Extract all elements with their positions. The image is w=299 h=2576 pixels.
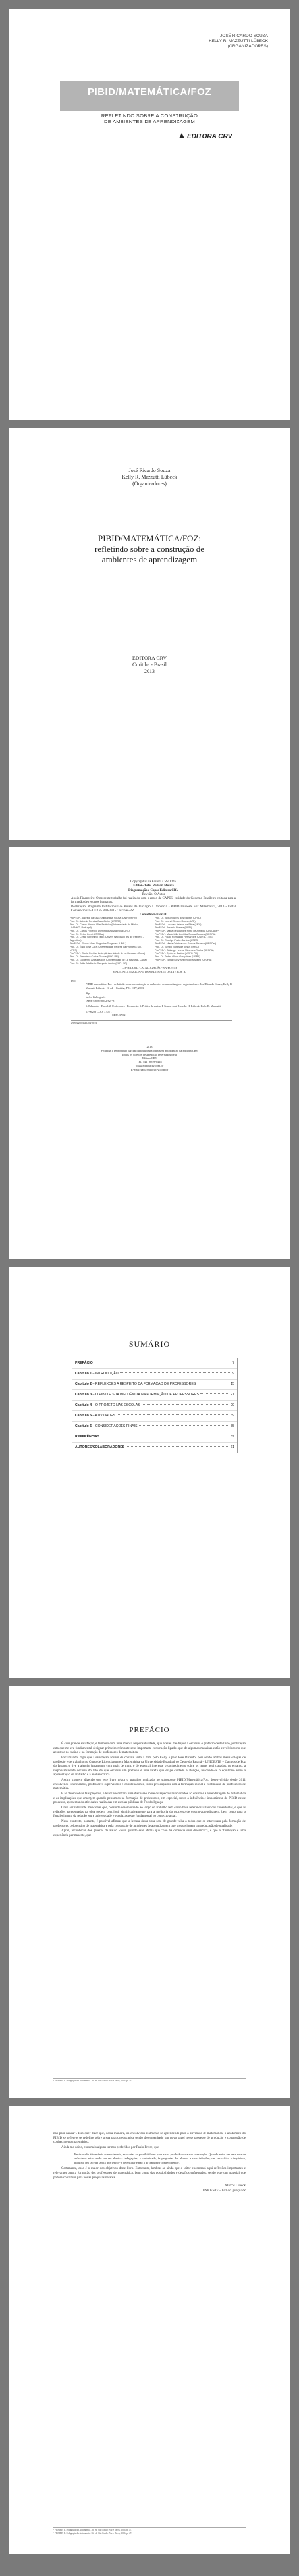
- preface-page: [9, 1686, 290, 2098]
- publication-year: 2013: [144, 668, 155, 674]
- toc-page-number: 7: [232, 1361, 234, 1365]
- toc-row[interactable]: [72, 1390, 237, 1401]
- preface-body: [53, 1742, 246, 1839]
- catalog-line: Inclui bibliografia: [86, 995, 106, 999]
- board-member: Prof. Dr. Sérgio Nunes de Jesus (IFRO): [155, 946, 199, 949]
- board-member: Prof. Dr. Rodrigo Pratte-Santos (UFES): [155, 939, 199, 942]
- toc-label: [75, 1390, 199, 1400]
- publisher-city: Curitiba - Brasil: [132, 662, 167, 668]
- toc-row[interactable]: [72, 1358, 237, 1369]
- toc-row[interactable]: [72, 1411, 237, 1422]
- paragraph: E ao desenvolver tais projetos, o leitor encontrará uma discussão sobre os aspectos relacionados ao ensino e à aprendizagem de matemática e as implicações que emergem quando pensamos na formação de professores, em especial, sobre a influência e importância do PIBID nesse processo, apresentando atividades realizadas em escolas públicas de Foz do Iguaçu.: [53, 1792, 246, 1805]
- toc-text: – O PROJETO NAS ESCOLAS: [92, 1403, 140, 1407]
- board-member: Prof. Dr. Guillermo Arias Beatón (Universidade de La Havana - Cuba): [70, 958, 147, 961]
- toc-page-number: 15: [231, 1382, 234, 1386]
- board-member: Profª. Drª. Gloria Fariñas León (Universidade de La Havana - Cuba): [70, 952, 146, 955]
- paragraph: Certamente, esse é o maior dos objetivos deste livro. Entretanto, lembrar-se ainda que o leitor encontrará aqui reflexões importantes e relevantes para a formação dos professores de matemática, bem como das possibilidades e desafios enfrentados, sendo este um material que poderá contribuir para novas pesquisas na área.: [53, 2167, 246, 2180]
- toc-label: [75, 1411, 115, 1421]
- toc-page-number: 59: [231, 1435, 234, 1439]
- board-member: Profª. Drª. Andréia da Silva Quintanilha Sousa (UNIR/UFRN): [70, 917, 137, 919]
- cover-page: [9, 9, 290, 420]
- organizers-label: (Organizadores): [132, 481, 167, 487]
- paragraph: Exclamando, digo que a satisfação advém do convite feito a mim pelo Kelly e pelo José Ricardo, pois sendo ambos meus colegas de profissão e de trabalho no Curso de Licenciatura em Matemática da Universidade Estadual do Oeste do Paraná – UNIOESTE – Campus de Foz do Iguaçu, e tive a alegria juntamente com mais de mim, é de especial interesse o conhecimento sobre os temas aqui tratados, no entanto, a responsabilidade decorre do fato de que escrever um prefácio é uma tarefa que exige cuidado e atenção, buscando-se o equilíbrio entre a apresentação do trabalho e a análise crítica.: [53, 1756, 246, 1777]
- toc-row[interactable]: [72, 1443, 237, 1453]
- toc-page-number: 61: [231, 1445, 234, 1449]
- title-page-authors: [9, 468, 290, 487]
- board-member: Profª. Drª. Elione Maria Nogueira Diogenes (UFAL): [70, 942, 126, 946]
- rights-email: E-mail: sac@editoracrv.com.br: [130, 1067, 169, 1071]
- summary-page: [9, 1267, 290, 1678]
- toc-leader: [200, 1393, 229, 1394]
- toc-page-number: 29: [231, 1403, 234, 1407]
- toc-page-number: 21: [231, 1393, 234, 1397]
- block-quote: Ensinar não é transferir conhecimento, mas criar as possibilidades para a sua produção ou a sua construção. Quando entro em uma sala de aula devo estar sendo um ser aberto a indagações, à curiosidade, às perguntas dos alunos, a suas inibições; um ser crítico e inquiridor, inquieto em face da tarefa que tenho - a de ensinar e não a de transferir conhecimento³.: [74, 2152, 246, 2164]
- rights-notice: [9, 1045, 290, 1072]
- catalog-line: PIBID matemática: Foz : refletindo sobre a construção de ambientes de aprendizagem / organizadores: José Ricardo Souza, Kelly R. Mazzutti Lübeck. - 1. ed. - Curitiba, PR : CRV, 2013.: [86, 982, 232, 990]
- footnote: ² FREIRE, P. Pedagogia da Autonomia. 36. ed. São Paulo: Paz e Terra, 2006. p. 47.: [53, 2529, 132, 2531]
- toc-text: – ATIVIDADES: [92, 1414, 116, 1418]
- signature-name: Marcos Lübeck: [225, 2184, 246, 2188]
- publisher-logo-text: EDITORA CRV: [187, 133, 232, 140]
- catalog-line: CDU: 37.02: [112, 1013, 126, 1017]
- board-member: Profª. Drª. Maria Lília Imbiriba Sousa Colares (UFOPA): [155, 932, 216, 936]
- preface-title: PREFÁCIO: [129, 1726, 170, 1734]
- toc-label: [75, 1401, 140, 1410]
- board-member: Profª. Drª. Maria de Lourdes Pinto de Almeida (UNICAMP): [155, 929, 220, 932]
- rights-phone: Tel.: (41) 3039-6418: [137, 1060, 162, 1064]
- realization-line: Realização: Programa Institucional de Bolsas de Iniciação à Docência - PIBID Unioeste Foz Matemática, 2013 - Edital Convencional - CEP 85.870-330 - Cascavel-PR: [71, 905, 236, 913]
- toc-bold: Capítulo 5: [75, 1414, 92, 1418]
- paragraph: Apraz, reconhecer dos gêneros de Paulo Freire quando este afirma que "não há docência sem discência"¹, e que a "formação é uma experiência permanente, que: [53, 1829, 246, 1837]
- board-member: Prof. Dr. Leonel Severo Rocha (URI): [155, 919, 196, 923]
- rights-publisher: Editora CRV: [142, 1056, 157, 1060]
- review-line: Revisão: O Autor: [142, 892, 165, 896]
- board-member: Prof. Dr. Carlos Federico Dominguez Avila (UNIEURO): [70, 929, 131, 932]
- toc-bold: Capítulo 2: [75, 1382, 92, 1386]
- paragraph: Neste contexto, portanto, é possível afirmar que a leitura desta obra será de grande valia a todos que se interessam pela formação de professores, pelo ensino de matemática e pela construção de ambientes de aprendizagem que proporcionem uma educação de qualidade.: [53, 1820, 246, 1828]
- toc-leader: [139, 1425, 230, 1426]
- publisher-name: EDITORA CRV: [132, 655, 167, 661]
- toc-label: [75, 1380, 196, 1389]
- footnote: ¹ FREIRE, P. Pedagogia da Autonomia. 36. ed. São Paulo: Paz e Terra, 2006. p. 23.: [53, 2078, 246, 2083]
- author-name: Kelly R. Mazzutti Lübeck: [122, 474, 177, 480]
- board-member: Prof. Dr. Élsio José Corá (Universidade Federal da Fronteira Sul, UFFS): [70, 946, 142, 952]
- publisher-block: [9, 655, 290, 675]
- board-member: Prof. Dr. Francisco Carlos Duarte (PUC-PR): [70, 955, 119, 958]
- toc-label: [75, 1358, 93, 1368]
- preface-continued-page: [9, 2106, 290, 2554]
- footnote: ³ FREIRE, P. Pedagogia da Autonomia. 36. ed. São Paulo: Paz e Terra, 2006. p. 47.: [53, 2531, 132, 2535]
- signature-affiliation: UNIOESTE – Foz do Iguaçu/PR: [202, 2189, 246, 2193]
- toc-bold: Capítulo 3: [75, 1393, 92, 1397]
- toc-leader: [117, 1414, 229, 1415]
- cover-author: KELLY R. MAZZUTTI LÜBECK: [209, 39, 268, 43]
- catalog-line: ISBN 978-85-8042-827-8: [86, 999, 115, 1003]
- cover-title-band: [60, 81, 239, 111]
- toc-text: – INTRODUÇÃO: [92, 1372, 119, 1376]
- paragraph: É com grande satisfação, e também com uma imensa responsabilidade, que aceitei me dispor a escrever o prefácio deste livro, publicação esta que me era fundamental designar primeiro relevante seus importante construção ligados que de algumas maneiras estão envolvidos no que acontece no ensino e na formação de professores de matemática.: [53, 1742, 246, 1755]
- book-title-line: ambientes de aprendizagem: [101, 554, 198, 564]
- board-member: Prof. Dr. Carlos Alberto Vilar Estêvão (Universidade do Minho, UMINHO, Portugal): [70, 923, 139, 929]
- rights-line: Todos os direitos desta edição reservados pela:: [121, 1052, 178, 1056]
- editorial-board-list: [70, 917, 234, 965]
- design-line: Diagramação e Capa: Editora CRV: [128, 888, 178, 892]
- toc-row[interactable]: [72, 1432, 237, 1443]
- footnotes: [53, 2527, 246, 2535]
- copyright-line: Copyright © da Editora CRV Ltda.: [130, 880, 177, 884]
- rights-website: www.editoracrv.com.br: [135, 1063, 164, 1067]
- catalog-code: P66: [71, 979, 76, 982]
- catalog-heading: [9, 966, 290, 973]
- copyright-info: [71, 880, 236, 918]
- toc-label: [75, 1432, 99, 1442]
- toc-page-number: 9: [232, 1372, 234, 1376]
- catalog-line: 96p.: [86, 992, 91, 996]
- cover-subtitle: [60, 113, 239, 124]
- toc-bold: PREFÁCIO: [75, 1361, 93, 1365]
- cover-subtitle-line: REFLETINDO SOBRE A CONSTRUÇÃO: [101, 113, 198, 119]
- toc-page-number: 39: [231, 1414, 234, 1418]
- toc-bold: Capítulo 6: [75, 1424, 92, 1428]
- cover-organizers-label: (ORGANIZADORES): [227, 44, 268, 49]
- board-member: Profª. Drª. Maria Cristina dos Santos Bezerra (UFSCar): [155, 942, 217, 946]
- copyright-page: [9, 847, 290, 1259]
- cover-authors: [209, 34, 268, 49]
- paragraph: Ainda me deixo, com mais alguns termos proferidos por Paulo Freire, que: [61, 2145, 159, 2149]
- board-member: Prof. Dr. Jailson Alves dos Santos (UFRJ): [155, 917, 202, 919]
- cover-author: JOSÉ RICARDO SOUZA: [220, 34, 268, 38]
- toc-bold: REFERÊNCIAS: [75, 1435, 100, 1439]
- logo-mark-icon: [178, 132, 185, 139]
- board-member: Prof. Dr. Tadeu Oliver Gonçalves (UFPA): [155, 955, 200, 958]
- board-member: Prof. Dr. Antônio Pereira Gaio Júnior (UFRRJ): [70, 919, 121, 923]
- toc-text: – O PIBID E SUA INFLUÊNCIA NA FORMAÇÃO DE PROFESSORES: [92, 1393, 199, 1397]
- board-member: Profª. Drª. Sydione Santos (UEPG PR): [155, 952, 198, 955]
- toc-row[interactable]: [72, 1422, 237, 1432]
- catalog-record: [71, 979, 232, 1025]
- catalog-date: 29/08/2013 29/08/2013: [71, 1020, 232, 1025]
- catalog-heading-line: SINDICATO NACIONAL DOS EDITORES DE LIVROS, RJ: [112, 969, 187, 973]
- paragraph: não para nunca"². Isso quer dizer que, desta maneira, os envolvidos realmente se aprendendo para a atividade de matemática, o acadêmico do PIBID se reflete e se redefine sobre a sua prática educativa sendo desempenhado um novo papel nesse processo de produção e construção de conhecimento matemático.: [53, 2132, 246, 2145]
- toc-row[interactable]: [72, 1401, 237, 1411]
- rights-year: 2013: [146, 1045, 153, 1048]
- publisher-logo: [178, 132, 232, 140]
- catalog-line: 13-06208 CDD: 370.71: [86, 1009, 112, 1013]
- board-member: Profª. Drª. Tania Suely Azevedo Brasileiro (UFOPA): [155, 958, 212, 961]
- board-member: Prof. Dr. Paulo Romualdo Hernandes (UNIFAL - MG): [155, 936, 213, 939]
- toc-leader: [120, 1372, 231, 1373]
- toc-leader: [142, 1404, 229, 1405]
- toc-row[interactable]: [72, 1380, 237, 1390]
- board-member: Profª. Drª. Josania Portela (UFPI): [155, 926, 192, 929]
- cover-title: PIBID/MATEMÁTICA/FOZ: [87, 86, 212, 97]
- board-member: Prof. Dr. Celso Conti (UFSCar): [70, 932, 104, 936]
- toc-text: – CONSIDERAÇÕES FINAIS: [92, 1424, 138, 1428]
- toc-label: [75, 1422, 138, 1432]
- board-member: Profª. Drª. Solange Helena Ximenes-Rocha (UFOPA): [155, 949, 214, 952]
- summary-title: SUMÁRIO: [128, 1339, 171, 1349]
- editor-line: Editor-chefe: Railson Moura: [133, 884, 174, 888]
- board-member: Prof. Dr. João Adalberto Campato Junior (FAP - SP): [70, 961, 128, 965]
- board-member: Profª. Drª. Lourdes Helena da Silva (UFV): [155, 923, 202, 926]
- board-title: Conselho Editorial:: [140, 913, 167, 917]
- toc-bold: Capítulo 1: [75, 1372, 92, 1376]
- book-title-line: refletindo sobre a construção de: [94, 544, 205, 554]
- preface-body-continued: [53, 2132, 246, 2195]
- paragraph: Assim, comeco dizendo que este livro relata o trabalho realizado no subprojeto PIBID/Matemática/Foz, desenvolvido desde 2011 envolvendo licenciandos, professores supervisores e coordenadores, todos preocupados com a formação inicial e continuada de professores de matemática.: [53, 1779, 246, 1791]
- toc-bold: AUTORES/COLABORADORES: [75, 1445, 125, 1449]
- title-page: [9, 428, 290, 840]
- toc-label: [75, 1443, 124, 1453]
- paragraph: Creio ser relevante mencionar que, o estudo desenvolvido ao longo do trabalho tem como base referenciais teóricos consistentes, e que as reflexões apresentadas na obra podem contribuir significativamente para a melhoria do processo de ensino-aprendizagem, bem como para o fortalecimento da relação entre universidade e escola, aspecto fundamental no contexto atual.: [53, 1806, 246, 1819]
- toc-label: [75, 1369, 119, 1379]
- book-title: [9, 533, 290, 565]
- table-of-contents: [72, 1358, 238, 1453]
- rights-line: Proibida a reprodução parcial ou total desta obra sem autorização da Editora CRV: [101, 1048, 198, 1052]
- toc-page-number: 55: [231, 1424, 234, 1428]
- toc-text: – REFLEXÕES A RESPEITO DA FORMAÇÃO DE PROFESSORES: [92, 1382, 196, 1386]
- toc-bold: Capítulo 4: [75, 1403, 92, 1407]
- toc-leader: [126, 1446, 229, 1447]
- book-title-line: PIBID/MATEMÁTICA/FOZ:: [97, 533, 201, 543]
- catalog-heading-line: CIP-BRASIL. CATALOGAÇÃO-NA-FONTE: [121, 966, 178, 969]
- toc-row[interactable]: [72, 1369, 237, 1380]
- support-line: Apoio Financeiro: O presente trabalho foi realizado com o apoio da CAPES, entidade do Governo Brasileiro voltada para a formação de recursos humanos.: [71, 897, 236, 905]
- cover-subtitle-line: DE AMBIENTES DE APRENDIZAGEM: [103, 119, 195, 124]
- author-name: José Ricardo Souza: [128, 468, 171, 473]
- catalog-line: 1. Educação - Brasil. 2. Professores - Formação. 3. Prática de ensino I. Souza, José Ricardo. II. Lübeck, Kelly R. Mazzutti.: [86, 1004, 221, 1008]
- board-member: Prof. Dr. Cesar Gerónimo Tello (Univer. Nacional Três de Febrero - Argentina): [70, 936, 144, 942]
